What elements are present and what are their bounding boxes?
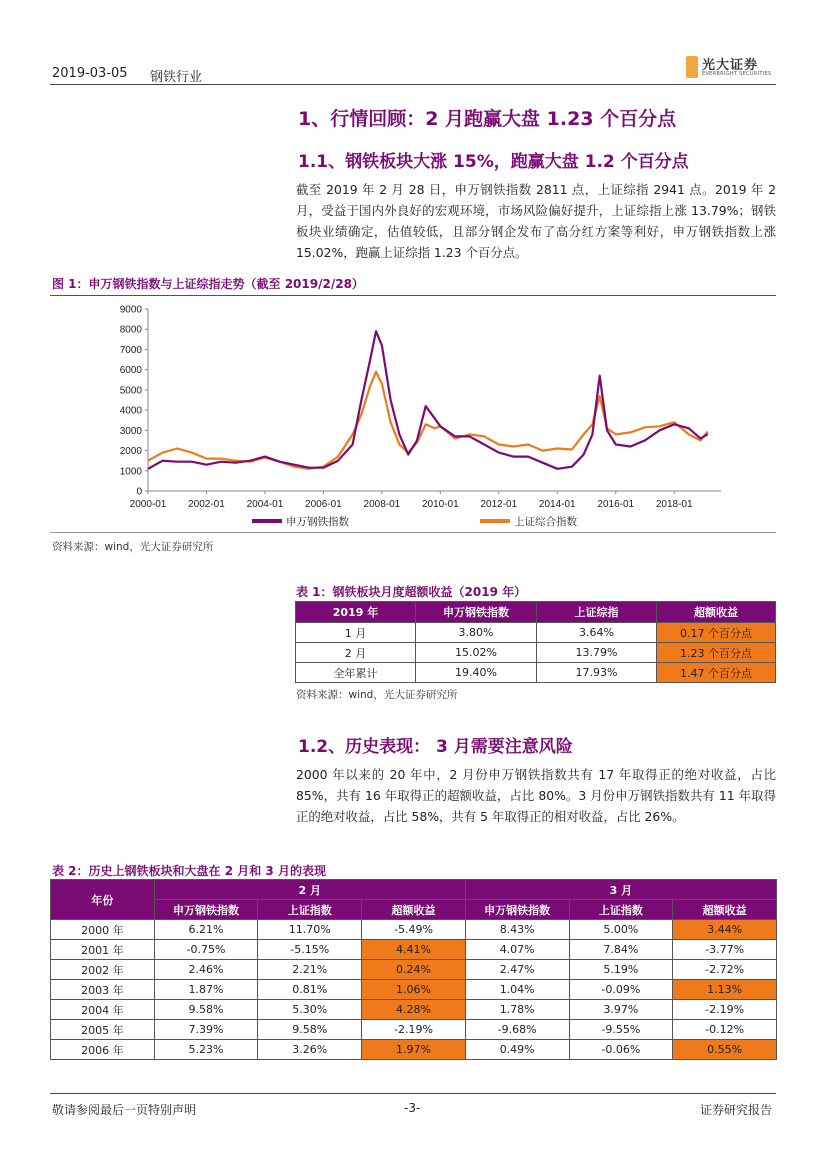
x-axis — [130, 491, 721, 510]
y-tick-label: 8000 — [119, 324, 142, 336]
table-header-row — [296, 602, 776, 623]
table-cell: 6.21% — [154, 920, 258, 940]
y-axis — [120, 305, 148, 498]
y-tick-label: 4000 — [119, 405, 142, 417]
table-row — [51, 1000, 777, 1020]
table-cell: -2.19% — [673, 1000, 777, 1020]
table-cell: 8.43% — [465, 920, 569, 940]
logo-name: 光大证券 — [702, 58, 759, 73]
table-cell-highlight: 1.47 个百分点 — [657, 663, 776, 683]
table-cell: 19.40% — [416, 663, 537, 683]
y-tick-label: 1000 — [119, 466, 142, 478]
x-tick-label: 2002-01 — [188, 499, 225, 510]
table-cell: 2005 年 — [51, 1020, 155, 1040]
table-header-cell: 超额收益 — [657, 602, 776, 623]
y-tick-label: 2000 — [119, 446, 142, 458]
table-header-cell: 上证指数 — [569, 900, 673, 920]
y-tick-label: 3000 — [119, 425, 142, 437]
table-cell: 11.70% — [258, 920, 362, 940]
table-cell: -9.68% — [465, 1020, 569, 1040]
table-group-header: 2 月 — [154, 880, 465, 900]
company-logo — [686, 54, 780, 80]
table-cell: 13.79% — [537, 643, 657, 663]
table-cell-highlight: 3.44% — [673, 920, 777, 940]
table-cell: 1.78% — [465, 1000, 569, 1020]
series-line-0 — [148, 331, 708, 469]
index-trend-chart — [96, 302, 736, 532]
table-header-cell: 上证指数 — [258, 900, 362, 920]
table-cell: 2002 年 — [51, 960, 155, 980]
table-header-cell: 上证综指 — [537, 602, 657, 623]
table-cell: -0.09% — [569, 980, 673, 1000]
table-header-cell: 年份 — [51, 880, 155, 920]
table-cell-highlight: 4.41% — [362, 940, 466, 960]
table-cell: -9.55% — [569, 1020, 673, 1040]
series-line-1 — [148, 372, 708, 469]
table-cell-highlight: 1.23 个百分点 — [657, 643, 776, 663]
y-tick-label: 6000 — [119, 365, 142, 377]
table-1-source: 资料来源：wind，光大证券研究所 — [296, 689, 458, 701]
table-cell: 9.58% — [154, 1000, 258, 1020]
table-1-title: 表 1：钢铁板块月度超额收益（2019 年） — [296, 585, 527, 599]
figure-1-source: 资料来源：wind，光大证券研究所 — [52, 541, 214, 553]
table-cell: -5.49% — [362, 920, 466, 940]
table-cell: 5.30% — [258, 1000, 362, 1020]
table-cell: -3.77% — [673, 940, 777, 960]
table-row — [296, 643, 776, 663]
table-cell: 2001 年 — [51, 940, 155, 960]
y-tick-label: 0 — [136, 486, 142, 498]
table-row — [51, 920, 777, 940]
table-cell-highlight: 1.97% — [362, 1040, 466, 1060]
paragraph-historical: 2000 年以来的 20 年中，2 月份申万钢铁指数共有 17 年取得正的绝对收益，占比 85%，共有 16 年取得正的超额收益，占比 80%。3 月份申万钢铁指数共有 11 年取得正的绝对收益，占比 58%，共有 5 年取得正的相对收益，占比 26%。 — [296, 767, 776, 824]
table-cell: 全年累计 — [296, 663, 416, 683]
table-cell: 2 月 — [296, 643, 416, 663]
report-date: 2019-03-05 — [52, 66, 128, 81]
table-cell: -5.15% — [258, 940, 362, 960]
table-header-row — [51, 880, 777, 900]
table-cell-highlight: 0.17 个百分点 — [657, 623, 776, 643]
table-cell: 2003 年 — [51, 980, 155, 1000]
legend-label: 上证综合指数 — [514, 516, 577, 528]
section-heading-1: 1、行情回顾：2 月跑赢大盘 1.23 个百分点 — [298, 108, 677, 130]
table-cell: 7.84% — [569, 940, 673, 960]
table-cell-highlight: 1.06% — [362, 980, 466, 1000]
table-cell: -2.72% — [673, 960, 777, 980]
table-row — [51, 960, 777, 980]
paragraph-market-review: 截至 2019 年 2 月 28 日，申万钢铁指数 2811 点，上证综指 2941 点。2019 年 2 月，受益于国内外良好的宏观环境，市场风险偏好提升，上证综指上涨 13.79%；钢铁板块业绩确定，估值较低，且部分钢企发布了高分红方案等利好，申万钢铁指数上涨 15.02%，跑赢上证综指 1.23 个百分点。 — [296, 182, 776, 260]
logo-mark-icon — [686, 56, 698, 78]
table-header-row — [51, 900, 777, 920]
header-divider — [50, 84, 776, 85]
table-cell: 2006 年 — [51, 1040, 155, 1060]
table-cell: 7.39% — [154, 1020, 258, 1040]
x-tick-label: 2004-01 — [246, 499, 284, 510]
table-cell: 1 月 — [296, 623, 416, 643]
table-cell: 5.19% — [569, 960, 673, 980]
table-cell-highlight: 0.55% — [673, 1040, 777, 1060]
table-group-header: 3 月 — [465, 880, 776, 900]
historical-performance-table — [50, 879, 777, 1060]
report-sector: 钢铁行业 — [150, 70, 203, 85]
table-cell-highlight: 0.24% — [362, 960, 466, 980]
table-row — [51, 980, 777, 1000]
table-cell: 2.21% — [258, 960, 362, 980]
table-cell: 1.87% — [154, 980, 258, 1000]
section-heading-1-2: 1.2、历史表现： 3 月需要注意风险 — [298, 737, 573, 757]
table-cell: 3.97% — [569, 1000, 673, 1020]
table-cell: -0.75% — [154, 940, 258, 960]
x-tick-label: 2018-01 — [655, 499, 693, 510]
footer-disclaimer: 敬请参阅最后一页特别声明 — [52, 1103, 197, 1117]
footer-divider — [50, 1093, 776, 1094]
table-cell: 2.46% — [154, 960, 258, 980]
table-cell: -0.06% — [569, 1040, 673, 1060]
table-cell: 0.49% — [465, 1040, 569, 1060]
x-tick-label: 2008-01 — [363, 499, 401, 510]
x-tick-label: 2016-01 — [597, 499, 635, 510]
logo-subtitle: EVERBRIGHT SECURITIES — [702, 71, 772, 77]
page-number: -3- — [404, 1101, 421, 1115]
figure-1-title: 图 1：申万钢铁指数与上证综指走势（截至 2019/2/28） — [52, 277, 364, 291]
table-cell: 2000 年 — [51, 920, 155, 940]
table-cell: -2.19% — [362, 1020, 466, 1040]
table-cell: 0.81% — [258, 980, 362, 1000]
table-cell: 5.23% — [154, 1040, 258, 1060]
x-tick-label: 2000-01 — [129, 499, 167, 510]
table-header-cell: 2019 年 — [296, 602, 416, 623]
table-cell: 9.58% — [258, 1020, 362, 1040]
table-cell: 3.64% — [537, 623, 657, 643]
table-cell: 1.04% — [465, 980, 569, 1000]
table-row — [51, 1020, 777, 1040]
y-tick-label: 9000 — [119, 304, 142, 316]
table-row — [296, 623, 776, 643]
table-cell: 3.26% — [258, 1040, 362, 1060]
table-cell: 4.07% — [465, 940, 569, 960]
table-cell: 5.00% — [569, 920, 673, 940]
x-tick-label: 2014-01 — [538, 499, 576, 510]
series-layer — [148, 331, 708, 469]
table-header-cell: 申万钢铁指数 — [154, 900, 258, 920]
table-cell: 3.80% — [416, 623, 537, 643]
table-cell: 17.93% — [537, 663, 657, 683]
table-cell-highlight: 4.28% — [362, 1000, 466, 1020]
table-cell: 2.47% — [465, 960, 569, 980]
table-2-title: 表 2：历史上钢铁板块和大盘在 2 月和 3 月的表现 — [52, 864, 326, 878]
x-tick-label: 2006-01 — [305, 499, 342, 510]
table-header-cell: 申万钢铁指数 — [416, 602, 537, 623]
table-header-cell: 申万钢铁指数 — [465, 900, 569, 920]
table-cell: -0.12% — [673, 1020, 777, 1040]
chart-legend — [252, 515, 577, 528]
x-tick-label: 2010-01 — [421, 499, 459, 510]
y-tick-label: 7000 — [119, 344, 142, 356]
table-row — [51, 1040, 777, 1060]
legend-label: 申万钢铁指数 — [286, 516, 349, 528]
section-heading-1-1: 1.1、钢铁板块大涨 15%，跑赢大盘 1.2 个百分点 — [298, 152, 689, 172]
x-tick-label: 2012-01 — [480, 499, 518, 510]
table-header-cell: 超额收益 — [362, 900, 466, 920]
footer-report-type: 证券研究报告 — [700, 1103, 773, 1117]
table-row — [296, 663, 776, 683]
y-tick-label: 5000 — [119, 385, 142, 397]
table-row — [51, 940, 777, 960]
monthly-excess-return-table — [295, 601, 776, 683]
table-cell: 15.02% — [416, 643, 537, 663]
figure-1-bottom-rule — [50, 532, 776, 533]
table-header-cell: 超额收益 — [673, 900, 777, 920]
figure-1-top-rule — [50, 295, 776, 296]
table-cell-highlight: 1.13% — [673, 980, 777, 1000]
table-cell: 2004 年 — [51, 1000, 155, 1020]
